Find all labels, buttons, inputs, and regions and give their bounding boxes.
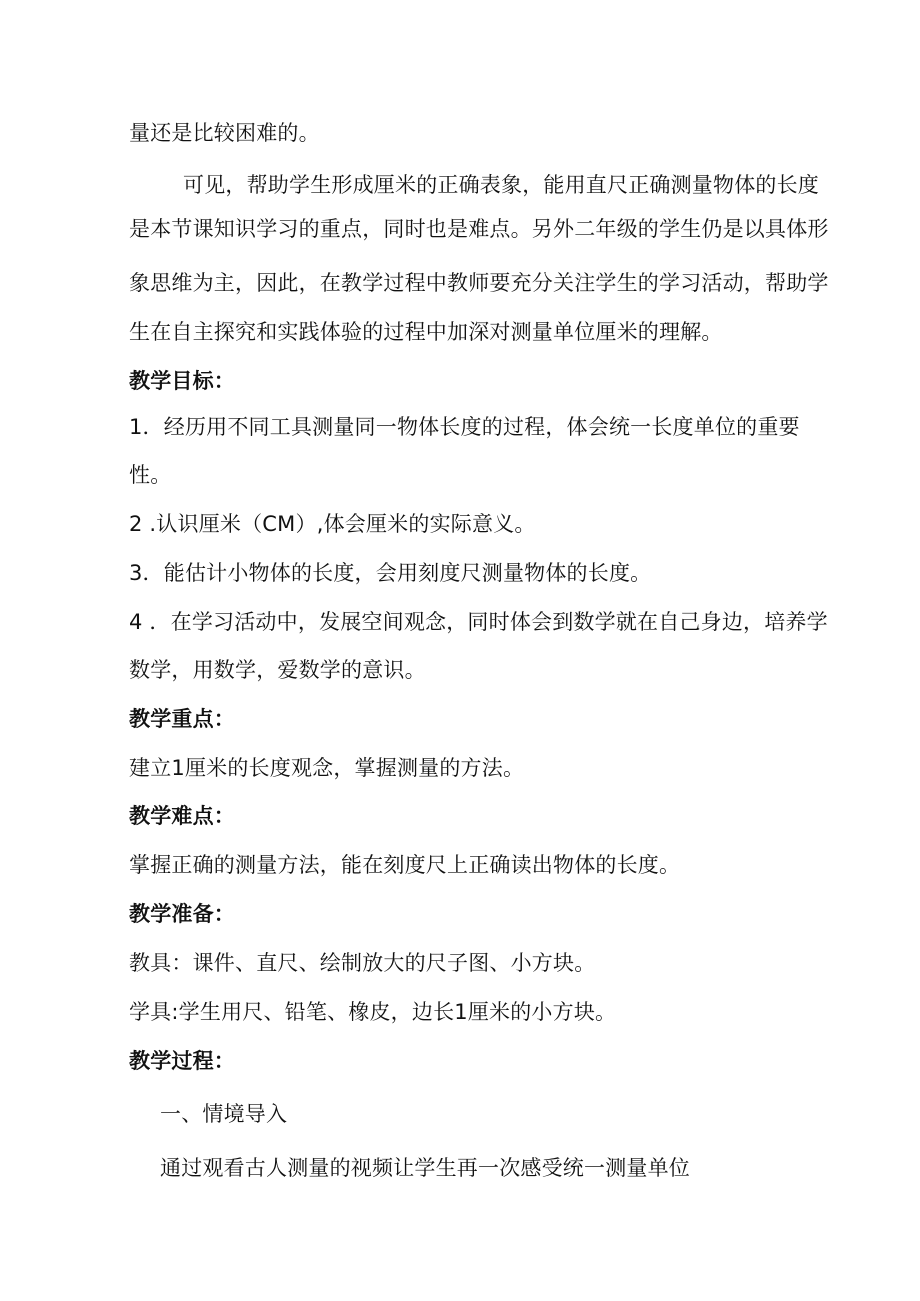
preparation-heading: 教学准备： (129, 902, 235, 926)
intro-tail-text: 量还是比较困难的。 (129, 121, 320, 145)
process-section-1-title: 一、情境导入 (160, 1102, 288, 1126)
objective-item-2: 2 .认识厘米（CM）,体会厘米的实际意义。 (129, 512, 536, 536)
analysis-line-1: 可见，帮助学生形成厘米的正确表象，能用直尺正确测量物体的长度 (183, 173, 819, 197)
difficulties-text: 掌握正确的测量方法，能在刻度尺上正确读出物体的长度。 (129, 853, 681, 877)
preparation-student-tools: 学具:学生用尺、铅笔、橡皮，边长1厘米的小方块。 (129, 1000, 617, 1024)
key-points-text: 建立1厘米的长度观念，掌握测量的方法。 (129, 756, 525, 780)
objective-item-4-line-1: 4 ．在学习活动中，发展空间观念，同时体会到数学就在自己身边，培养学 (129, 610, 828, 634)
objective-item-1-line-2: 性。 (129, 463, 172, 487)
process-heading: 教学过程： (129, 1049, 235, 1073)
objective-item-4-line-2: 数学，用数学，爱数学的意识。 (129, 658, 426, 682)
difficulties-heading: 教学难点： (129, 804, 235, 828)
process-section-1-text: 通过观看古人测量的视频让学生再一次感受统一测量单位 (160, 1156, 690, 1180)
preparation-teacher-tools: 教具：课件、直尺、绘制放大的尺子图、小方块。 (129, 951, 596, 975)
objectives-heading: 教学目标： (129, 369, 235, 393)
objective-item-1-line-1: 1．经历用不同工具测量同一物体长度的过程，体会统一长度单位的重要 (129, 415, 800, 439)
analysis-line-2: 是本节课知识学习的重点，同时也是难点。另外二年级的学生仍是以具体形 (129, 217, 829, 241)
analysis-line-4: 生在自主探究和实践体验的过程中加深对测量单位厘米的理解。 (129, 320, 723, 344)
objective-item-3: 3．能估计小物体的长度，会用刻度尺测量物体的长度。 (129, 561, 652, 585)
key-points-heading: 教学重点： (129, 707, 235, 731)
analysis-line-3: 象思维为主，因此，在教学过程中教师要充分关注学生的学习活动，帮助学 (129, 271, 829, 295)
